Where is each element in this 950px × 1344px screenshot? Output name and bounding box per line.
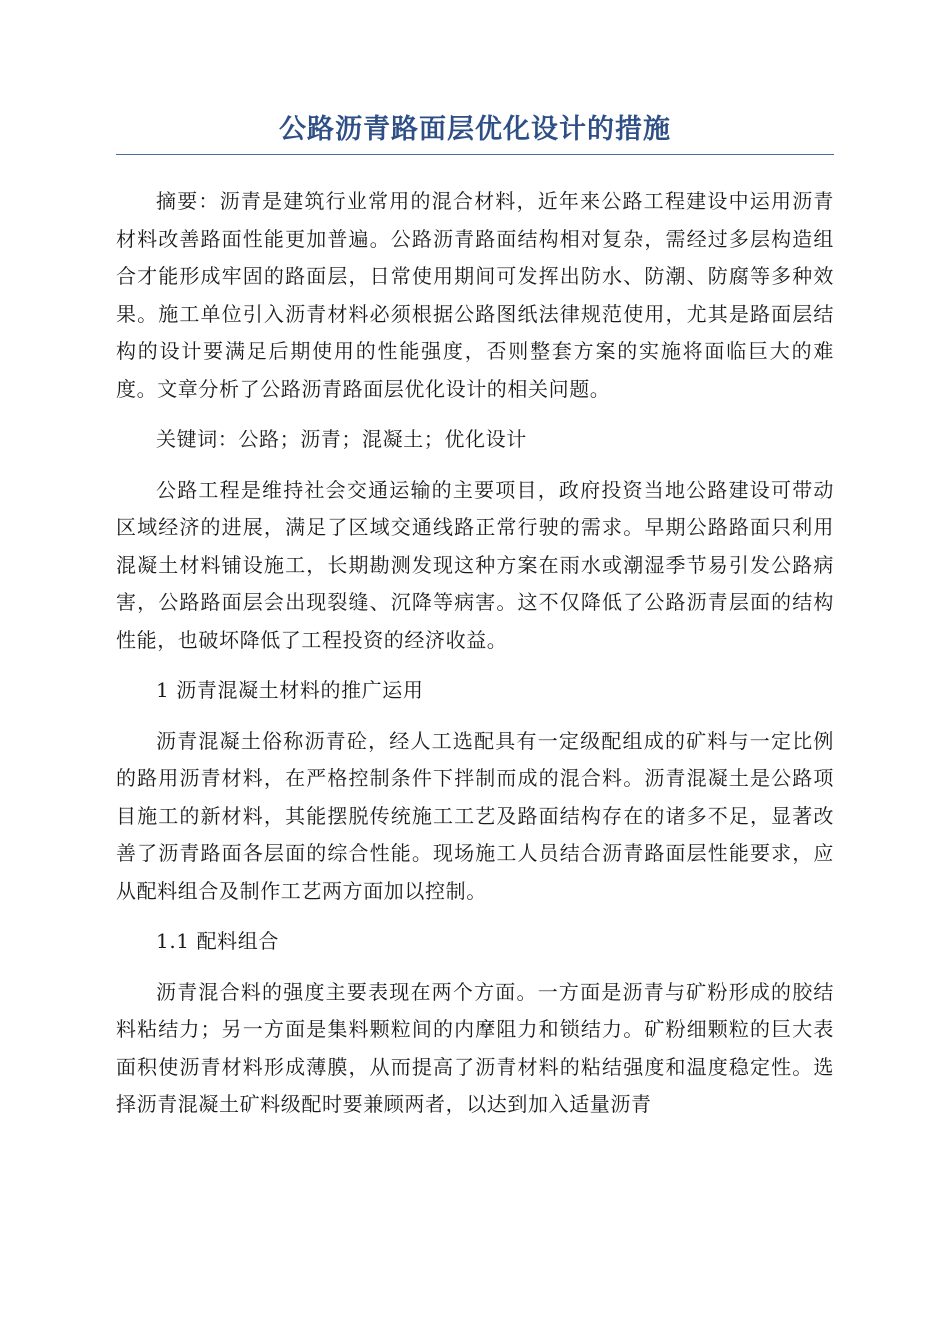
section-1-1-heading: 1.1 配料组合 bbox=[156, 929, 279, 953]
intro-paragraph: 公路工程是维持社会交通运输的主要项目，政府投资当地公路建设可带动区域经济的进展，满足了区域交通线路正常行驶的需求。早期公路路面只利用混凝土材料铺设施工，长期勘测发现这种方案在雨水或潮湿季节易引发公路病害，公路路面层会出现裂缝、沉降等病害。这不仅降低了公路沥青层面的结构性能，也破坏降低了工程投资的经济收益。 bbox=[116, 477, 834, 652]
keywords-paragraph: 关键词：公路；沥青；混凝土；优化设计 bbox=[156, 427, 527, 451]
section-1-paragraph: 沥青混凝土俗称沥青砼，经人工选配具有一定级配组成的矿料与一定比例的路用沥青材料，在严格控制条件下拌制而成的混合料。沥青混凝土是公路项目施工的新材料，其能摆脱传统施工工艺及路面结构存在的诸多不足，显著改善了沥青路面各层面的综合性能。现场施工人员结合沥青路面层性能要求，应从配料组合及制作工艺两方面加以控制。 bbox=[116, 728, 834, 903]
section-1-1-paragraph: 沥青混合料的强度主要表现在两个方面。一方面是沥青与矿粉形成的胶结料粘结力；另一方面是集料颗粒间的内摩阻力和锁结力。矿粉细颗粒的巨大表面积使沥青材料形成薄膜，从而提高了沥青材料的粘结强度和温度稳定性。选择沥青混凝土矿料级配时要兼顾两者，以达到加入适量沥青 bbox=[116, 979, 834, 1116]
document-page bbox=[116, 110, 834, 1137]
section-1-heading: 1 沥青混凝土材料的推广运用 bbox=[156, 678, 424, 702]
document-title: 公路沥青路面层优化设计的措施 bbox=[279, 114, 671, 145]
abstract-paragraph: 摘要：沥青是建筑行业常用的混合材料，近年来公路工程建设中运用沥青材料改善路面性能更加普遍。公路沥青路面结构相对复杂，需经过多层构造组合才能形成牢固的路面层，日常使用期间可发挥出防水、防潮、防腐等多种效果。施工单位引入沥青材料必须根据公路图纸法律规范使用，尤其是路面层结构的设计要满足后期使用的性能强度，否则整套方案的实施将面临巨大的难度。文章分析了公路沥青路面层优化设计的相关问题。 bbox=[116, 189, 834, 401]
title-underline bbox=[116, 154, 834, 155]
